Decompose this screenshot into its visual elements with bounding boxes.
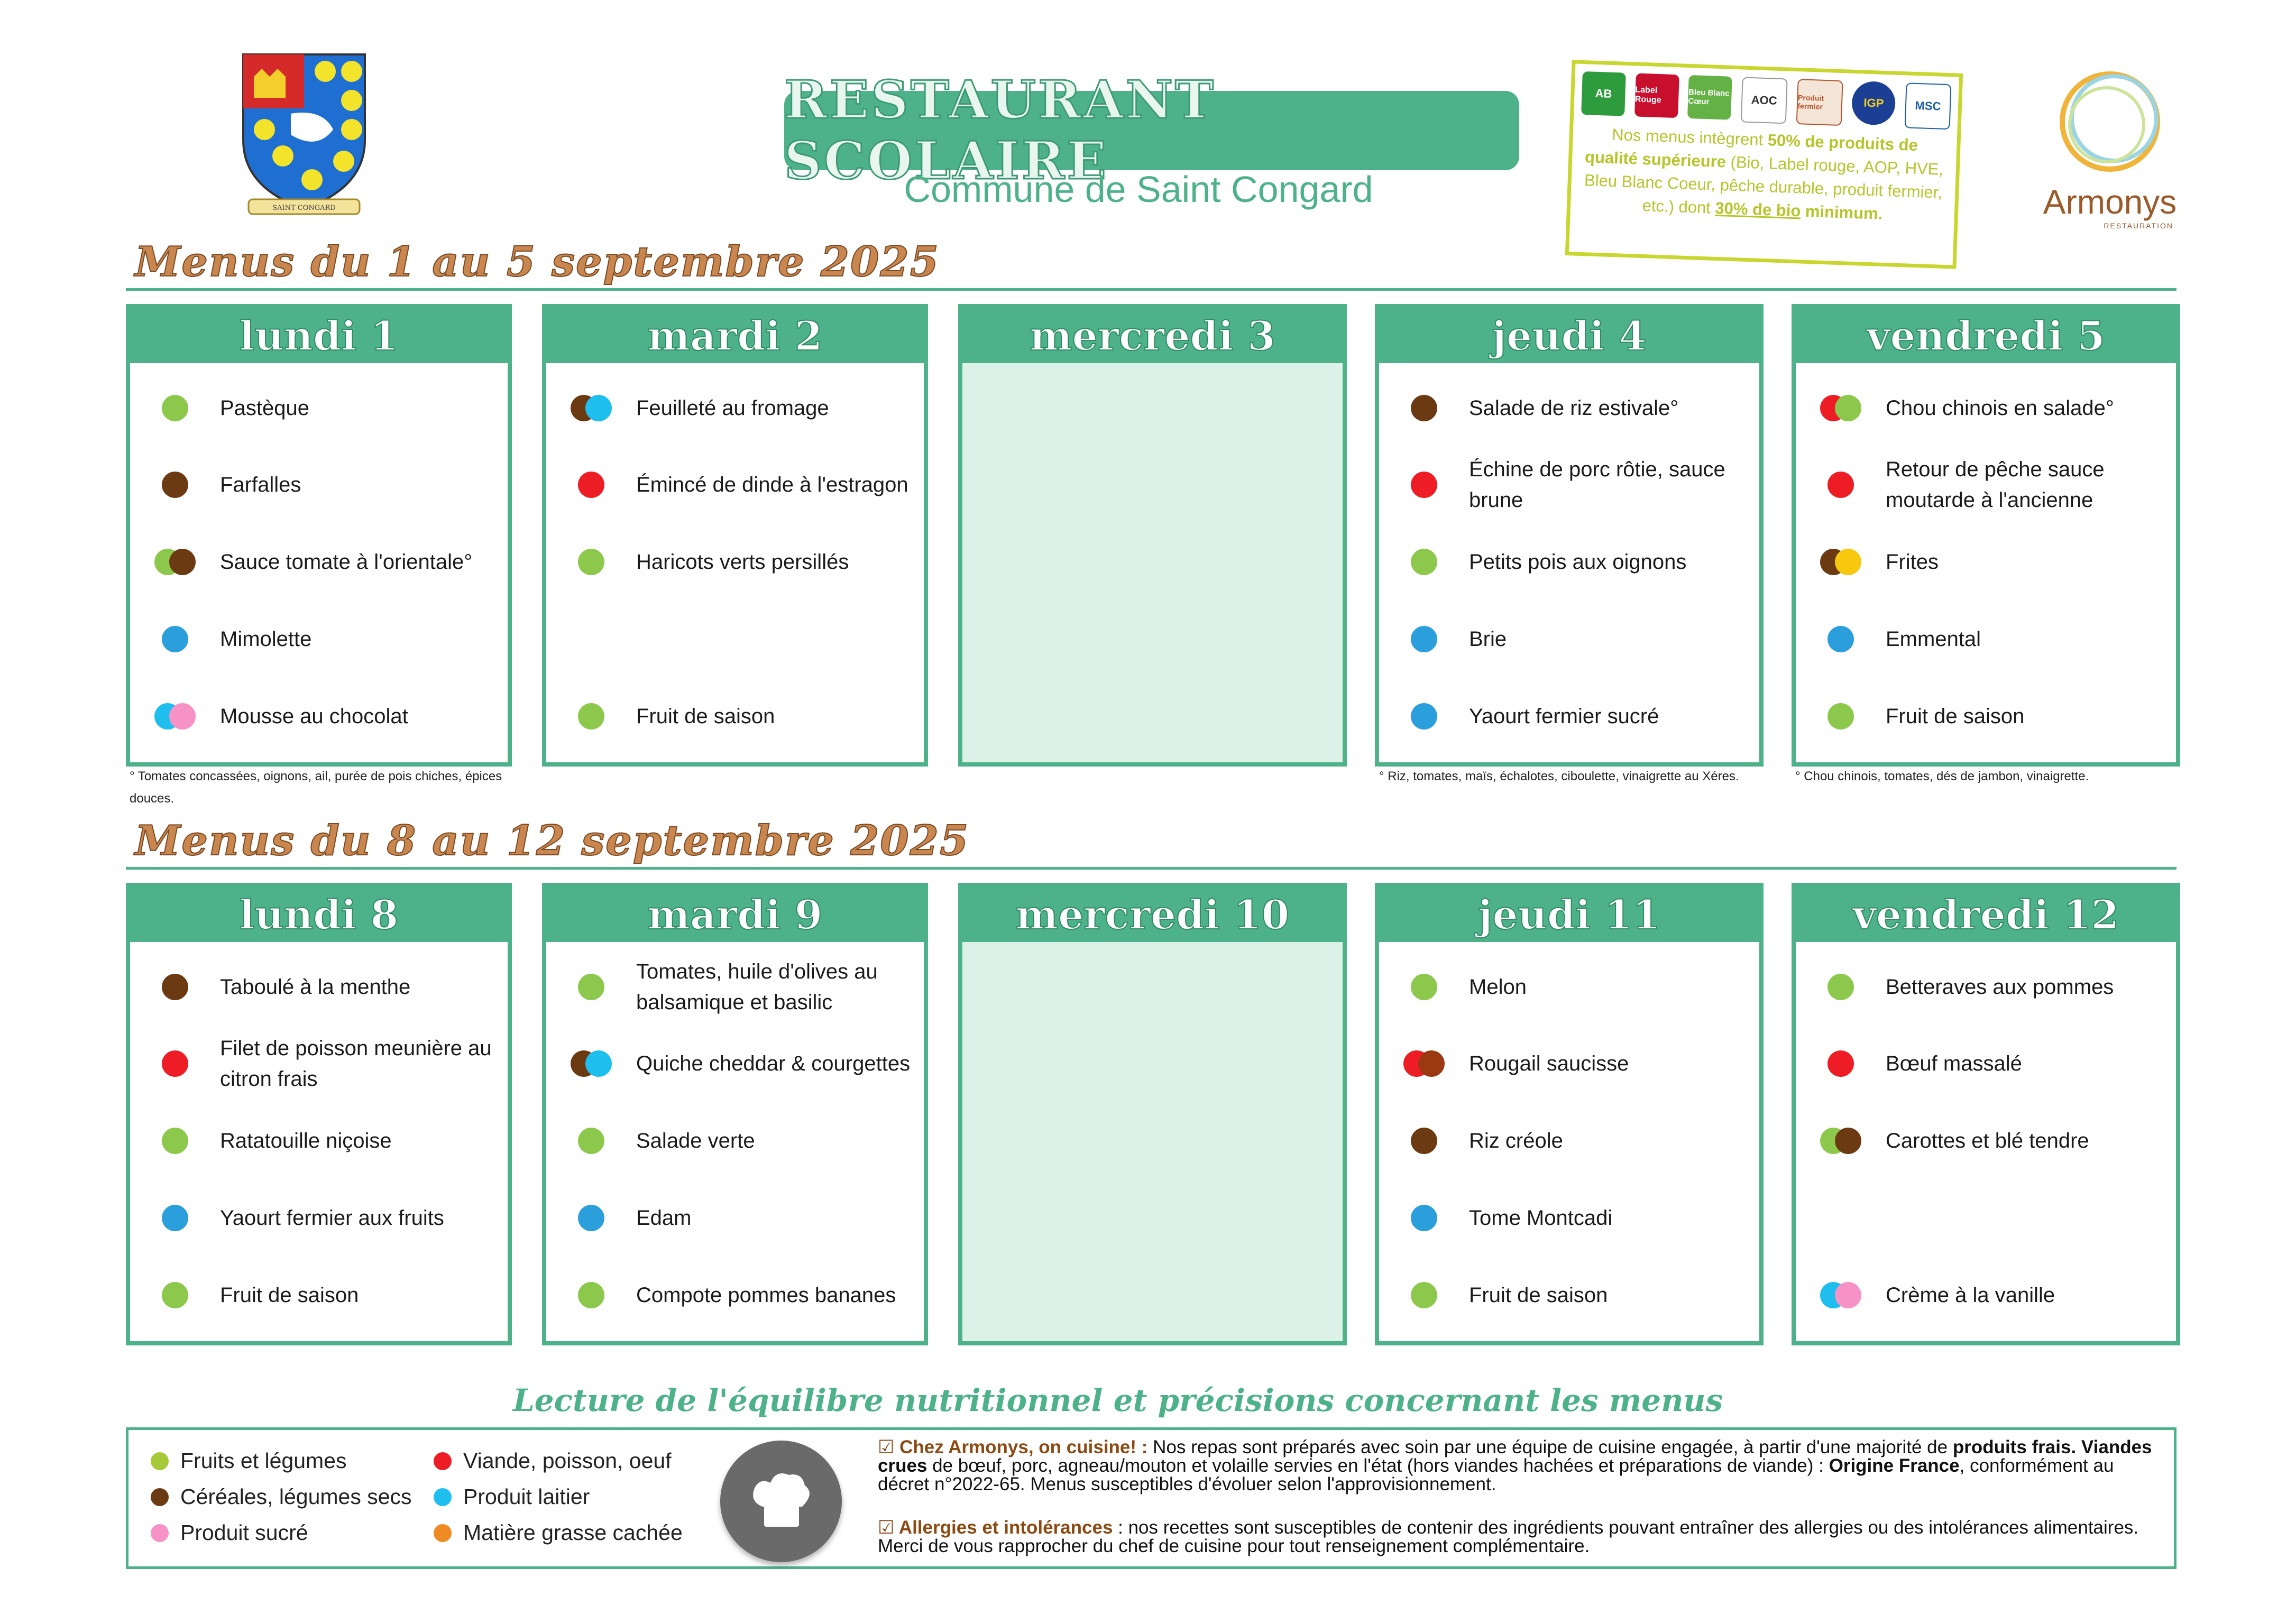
menu-item: Fruit de saison <box>1796 677 2176 756</box>
menu-item: Petits pois aux oignons <box>1379 522 1759 602</box>
menu-item: Carottes et blé tendre <box>1796 1101 2176 1180</box>
day-card-jeudi-4 <box>1375 304 1764 767</box>
legend-entry: Fruits et légumes <box>151 1448 346 1473</box>
menu-item: Bœuf massalé <box>1796 1024 2176 1103</box>
vegetable-dot <box>1827 703 1854 730</box>
armonys-logo <box>2031 63 2189 233</box>
week-1-heading: Menus du 1 au 5 septembre 2025 <box>135 238 940 286</box>
menu-item: Salade de riz estivale° <box>1379 368 1759 448</box>
menu-item: Fruit de saison <box>1379 1256 1759 1335</box>
armonys-rings-icon <box>2031 63 2189 185</box>
meat-dot <box>1827 472 1854 498</box>
cereal-dot <box>151 1488 169 1506</box>
quality-labels-box <box>1565 60 1963 269</box>
crest-caption: SAINT CONGARD <box>272 204 336 212</box>
meat-dot <box>434 1452 452 1470</box>
fat-dot <box>1835 549 1861 575</box>
vegetable-dot <box>151 1452 169 1470</box>
commune-name: Commune de Saint Congard <box>904 169 1373 210</box>
day-title: mercredi 10 <box>962 887 1343 942</box>
day-title: mardi 2 <box>546 308 924 363</box>
week-2-rule <box>126 867 2176 870</box>
menu-item: Frites <box>1796 522 2176 602</box>
cereal-dot <box>1835 1128 1861 1154</box>
menu-item: Quiche cheddar & courgettes <box>546 1024 924 1103</box>
legend-title: Lecture de l'équilibre nutritionnel et précisions concernant les menus <box>513 1382 1723 1418</box>
dairy-dot <box>585 395 612 421</box>
day-card-lundi-8 <box>126 883 512 1345</box>
chef-hat-icon <box>720 1441 842 1562</box>
menu-item: Fruit de saison <box>130 1256 508 1335</box>
sugar-dot <box>1835 1282 1861 1308</box>
cereal-dot <box>162 974 188 1000</box>
cereal-dot <box>162 472 188 498</box>
footnote-jeudi-4: ° Riz, tomates, maïs, échalotes, ciboulette, vinaigrette au Xéres. <box>1379 769 1739 783</box>
vegetable-dot <box>578 1128 604 1154</box>
cereal-dot <box>1411 1128 1437 1154</box>
dairy-dot <box>1411 1205 1437 1231</box>
vegetable-dot <box>1827 974 1854 1000</box>
menu-item: Yaourt fermier sucré <box>1379 677 1759 756</box>
day-card-mercredi-10 <box>958 883 1347 1345</box>
menu-item: Salade verte <box>546 1101 924 1180</box>
menu-item: Ratatouille niçoise <box>130 1101 508 1180</box>
label-logo: AOC <box>1741 77 1788 124</box>
legend-entry: Céréales, légumes secs <box>151 1484 412 1509</box>
meat-dot <box>578 472 604 498</box>
menu-item: Mimolette <box>130 599 508 679</box>
day-title: vendredi 5 <box>1796 308 2176 363</box>
note-allergies: ☑ Allergies et intolérances : nos recettes sont susceptibles de contenir des ingrédients pouvant entraîner des allergies ou des intolérances alimentaires. Merci de vous rapprocher du chef de cuisine pour tout renseignement complémentaire. <box>878 1517 2139 1556</box>
vegetable-dot <box>578 549 604 575</box>
vegetable-dot <box>578 1282 604 1308</box>
note-armonys: ☑ Chez Armonys, on cuisine! : Nos repas sont préparés avec soin par une équipe de cuisine engagée, à partir d'une majorité de produits frais. Viandes crues de bœuf, porc, agneau/mouton et volaille servies en l'état (hors viandes hachées et préparations de viande) : Origine France, conformément au décret n°2022-65. Menus susceptibles d'évoluer selon l'approvisionnement. <box>878 1437 2152 1494</box>
legend-entry: Viande, poisson, oeuf <box>434 1448 672 1473</box>
menu-item: Chou chinois en salade° <box>1796 368 2176 448</box>
menu-item: Émincé de dinde à l'estragon <box>546 445 924 524</box>
menu-item: Haricots verts persillés <box>546 522 924 602</box>
vegetable-dot <box>1835 395 1861 421</box>
menu-item: Tomates, huile d'olives au balsamique et basilic <box>546 947 924 1027</box>
label-logo: Label Rouge <box>1634 73 1679 118</box>
menu-item: Yaourt fermier aux fruits <box>130 1178 508 1258</box>
menu-item: Betteraves aux pommes <box>1796 947 2176 1027</box>
vegetable-dot <box>1411 549 1437 575</box>
menu-item: Crème à la vanille <box>1796 1256 2176 1335</box>
meat-dot <box>1827 1050 1854 1077</box>
week-1-rule <box>126 288 2176 291</box>
cereal-dot <box>1418 1050 1445 1077</box>
vegetable-dot <box>162 1128 188 1154</box>
dairy-dot <box>1411 703 1437 730</box>
meat-dot <box>162 1050 188 1077</box>
label-logo: IGP <box>1851 81 1896 126</box>
legend-entry: Produit sucré <box>151 1520 308 1545</box>
menu-item: Mousse au chocolat <box>130 677 508 756</box>
dairy-dot <box>434 1488 452 1506</box>
vegetable-dot <box>578 703 604 730</box>
menu-item: Melon <box>1379 947 1759 1027</box>
day-card-mardi-9 <box>542 883 928 1345</box>
menu-item: Riz créole <box>1379 1101 1759 1180</box>
dairy-dot <box>162 1205 188 1231</box>
dairy-dot <box>585 1050 612 1077</box>
menu-item: Taboulé à la menthe <box>130 947 508 1027</box>
week-2-heading: Menus du 8 au 12 septembre 2025 <box>135 817 970 865</box>
label-logo: MSC <box>1904 82 1951 130</box>
cereal-dot <box>169 549 196 575</box>
sugar-dot <box>151 1524 169 1542</box>
label-logo: Bleu Blanc Cœur <box>1687 75 1732 120</box>
labels-statement: Nos menus intègrent 50% de produits de qualité supérieure (Bio, Label rouge, AOP, HVE, Bleu Blanc Coeur, pêche durable, produit fermier, etc.) dont 30% de bio minimum. <box>1584 125 1944 223</box>
day-card-mercredi-3 <box>958 304 1347 767</box>
brand-subtitle: RESTAURATION <box>2104 222 2173 230</box>
vegetable-dot <box>162 1282 188 1308</box>
menu-item: Sauce tomate à l'orientale° <box>130 522 508 602</box>
day-card-vendredi-12 <box>1792 883 2180 1345</box>
menu-item: Pastèque <box>130 368 508 448</box>
vegetable-dot <box>162 395 188 421</box>
commune-crest <box>233 50 375 225</box>
nutrition-dots <box>130 395 220 421</box>
label-logo: AB <box>1581 71 1626 116</box>
day-title: vendredi 12 <box>1796 887 2176 942</box>
label-logo: Produit fermier <box>1796 79 1843 126</box>
menu-item: Retour de pêche sauce moutarde à l'ancienne <box>1796 445 2176 524</box>
menu-item: Fruit de saison <box>546 677 924 756</box>
legend-entry: Matière grasse cachée <box>434 1520 683 1545</box>
footnote-vendredi-5: ° Chou chinois, tomates, dés de jambon, vinaigrette. <box>1795 769 2089 783</box>
vegetable-dot <box>578 974 604 1000</box>
menu-item: Compote pommes bananes <box>546 1256 924 1335</box>
day-title: lundi 8 <box>130 887 508 942</box>
vegetable-dot <box>1411 1282 1437 1308</box>
dairy-dot <box>1827 626 1854 652</box>
fat-dot <box>434 1524 452 1542</box>
day-title: mardi 9 <box>546 887 924 942</box>
meat-dot <box>1411 472 1437 498</box>
day-title: jeudi 4 <box>1379 308 1759 363</box>
cereal-dot <box>1411 395 1437 421</box>
menu-item: Farfalles <box>130 445 508 524</box>
day-title: jeudi 11 <box>1379 887 1759 942</box>
menu-item: Rougail saucisse <box>1379 1024 1759 1103</box>
dairy-dot <box>1411 626 1437 652</box>
legend-entry: Produit laitier <box>434 1484 590 1509</box>
sugar-dot <box>169 703 196 730</box>
day-card-jeudi-11 <box>1375 883 1764 1345</box>
menu-item: Filet de poisson meunière au citron frais <box>130 1024 508 1103</box>
menu-item: Tome Montcadi <box>1379 1178 1759 1258</box>
dairy-dot <box>162 626 188 652</box>
footnote-lundi-1: ° Tomates concassées, oignons, ail, purée de pois chiches, épices douces. <box>130 769 502 806</box>
page-title: RESTAURANT SCOLAIRE <box>784 70 1216 191</box>
dairy-dot <box>578 1205 604 1231</box>
day-title: lundi 1 <box>130 308 508 363</box>
menu-item: Feuilleté au fromage <box>546 368 924 448</box>
day-card-lundi-1 <box>126 304 512 767</box>
menu-item: Edam <box>546 1178 924 1258</box>
day-card-mardi-2 <box>542 304 928 767</box>
day-card-vendredi-5 <box>1792 304 2180 767</box>
brand-name: Armonys <box>2043 183 2177 221</box>
menu-item: Emmental <box>1796 599 2176 679</box>
vegetable-dot <box>1411 974 1437 1000</box>
menu-item: Échine de porc rôtie, sauce brune <box>1379 445 1759 524</box>
day-title: mercredi 3 <box>962 308 1343 363</box>
menu-item: Brie <box>1379 599 1759 679</box>
